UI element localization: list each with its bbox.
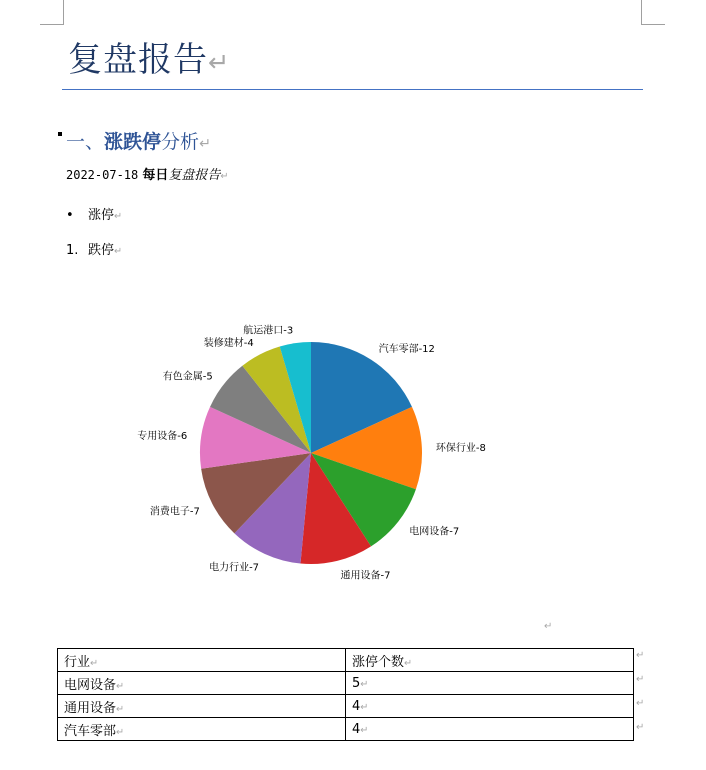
table-row	[58, 672, 634, 695]
paragraph-mark-icon: ↵	[208, 48, 231, 78]
paragraph-mark-icon: ↵	[114, 211, 123, 222]
paragraph-mark-icon: ↵	[544, 621, 553, 632]
pie-slice-label: 有色金属-5	[162, 371, 213, 383]
table-header-row	[58, 649, 634, 672]
pie-slice-label: 环保行业-8	[435, 443, 486, 455]
row-end-mark-icon: ↵	[636, 698, 645, 709]
table-row	[58, 718, 634, 741]
table-header-cell[interactable]: 涨停个数↵	[346, 649, 634, 672]
pie-slice-label: 汽车零部-12	[378, 343, 435, 355]
table-cell[interactable]: 电网设备↵	[58, 672, 346, 695]
limit-up-table	[57, 648, 634, 741]
pie-slice-label: 通用设备-7	[340, 570, 391, 582]
pie-slice-label: 电力行业-7	[209, 562, 260, 574]
pie-slice-label: 消费电子-7	[149, 506, 200, 518]
pie-slice-label: 专用设备-6	[137, 431, 188, 443]
row-end-mark-icon: ↵	[636, 650, 645, 661]
numbered-item-text: 跌停	[88, 243, 115, 258]
table-row	[58, 695, 634, 718]
row-end-mark-icon: ↵	[636, 674, 645, 685]
subtitle-bold: 每日	[142, 168, 169, 183]
bullet-item-text: 涨停	[88, 208, 115, 223]
pie-slice-label: 装修建材-4	[203, 337, 254, 349]
table-cell[interactable]: 5↵	[346, 672, 634, 695]
row-end-mark-icon: ↵	[636, 722, 645, 733]
table-cell[interactable]: 4↵	[346, 718, 634, 741]
table-cell[interactable]: 4↵	[346, 695, 634, 718]
list-number: 1.	[66, 243, 79, 258]
section-heading-bold: 涨跌停	[104, 131, 162, 153]
bullet-dot-icon: •	[66, 208, 74, 223]
pie-slice-label: 电网设备-7	[409, 526, 460, 538]
table-cell[interactable]: 汽车零部↵	[58, 718, 346, 741]
table-header-cell[interactable]: 行业↵	[58, 649, 346, 672]
section-heading-prefix: 一、	[66, 131, 105, 153]
pie-slice-label: 航运港口-3	[243, 325, 294, 337]
paragraph-mark-icon: ↵	[114, 246, 123, 257]
subtitle-rest: 复盘报告	[168, 168, 221, 183]
table-cell[interactable]: 通用设备↵	[58, 695, 346, 718]
title-text: 复盘报告	[68, 40, 208, 80]
section-heading-rest: 分析	[161, 131, 200, 153]
paragraph-mark-icon: ↵	[199, 136, 211, 152]
paragraph-mark-icon: ↵	[220, 171, 229, 182]
report-date: 2022-07-18	[66, 168, 139, 182]
